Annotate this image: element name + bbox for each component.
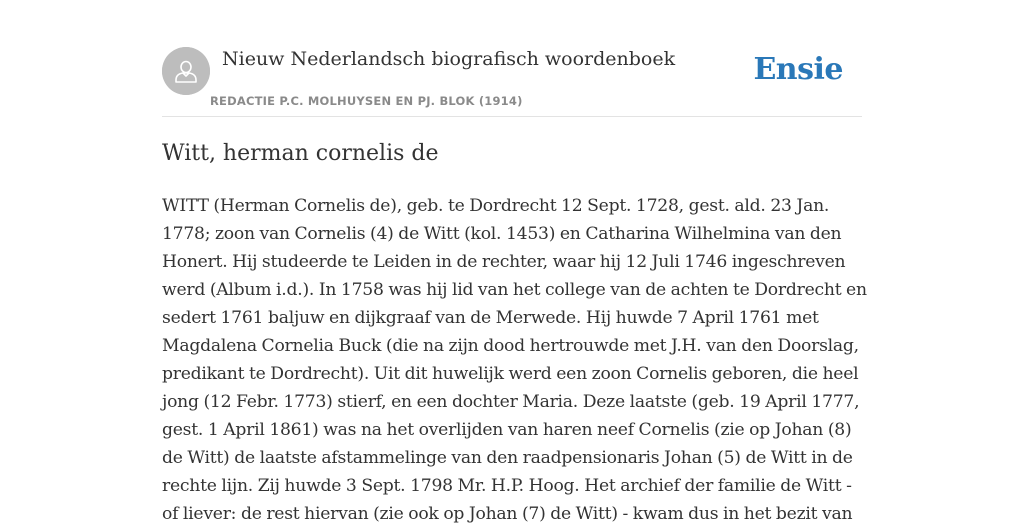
entry-body — [162, 192, 867, 528]
body-line: de Witt) de laatste afstammelinge van den raadpensionaris Johan (5) de Witt in de — [162, 448, 853, 468]
ensie-logo-link[interactable]: Ensie — [753, 52, 843, 87]
body-line: 1778; zoon van Cornelis (4) de Witt (kol. 1453) en Catharina Wilhelmina van den — [162, 224, 842, 244]
entry-title: Witt, herman cornelis de — [162, 141, 439, 166]
book-credit: REDACTIE P.C. MOLHUYSEN EN PJ. BLOK (1914) — [210, 94, 523, 108]
body-line: Honert. Hij studeerde te Leiden in de rechter, waar hij 12 Juli 1746 ingeschreven — [162, 252, 846, 272]
body-line: sedert 1761 baljuw en dijkgraaf van de Merwede. Hij huwde 7 April 1761 met — [162, 308, 819, 328]
book-title[interactable]: Nieuw Nederlandsch biografisch woordenboek — [222, 48, 676, 70]
body-line: Magdalena Cornelia Buck (die na zijn dood hertrouwde met J.H. van den Doorslag, — [162, 336, 859, 356]
user-silhouette-icon — [162, 47, 210, 95]
body-line: of liever: de rest hiervan (zie ook op Johan (7) de Witt) - kwam dus in het bezit van — [162, 504, 853, 524]
body-line: predikant te Dordrecht). Uit dit huwelijk werd een zoon Cornelis geboren, die heel — [162, 364, 859, 384]
book-header — [162, 46, 862, 117]
body-line: rechte lijn. Zij huwde 3 Sept. 1798 Mr. H.P. Hoog. Het archief der familie de Witt - — [162, 476, 852, 496]
body-line: werd (Album i.d.). In 1758 was hij lid van het college van de achten te Dordrecht en — [162, 280, 867, 300]
body-line: gest. 1 April 1861) was na het overlijden van haren neef Cornelis (zie op Johan (8) — [162, 420, 852, 440]
body-line: WITT (Herman Cornelis de), geb. te Dordrecht 12 Sept. 1728, gest. ald. 23 Jan. — [162, 196, 830, 216]
body-line: jong (12 Febr. 1773) stierf, en een dochter Maria. Deze laatste (geb. 19 April 1777, — [162, 392, 860, 412]
